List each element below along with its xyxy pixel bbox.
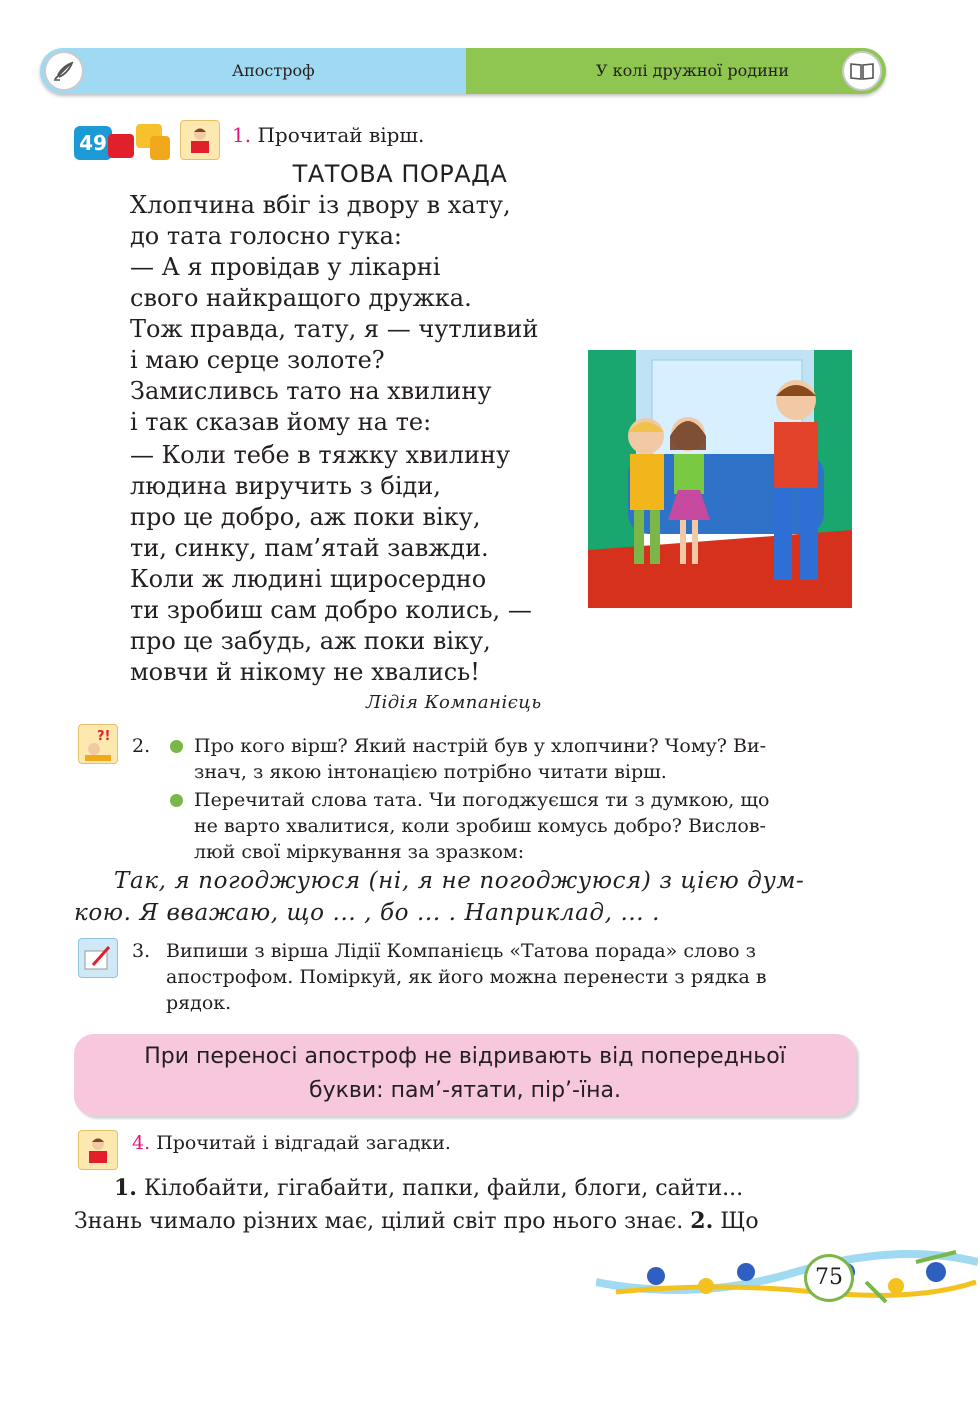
page-number: 75 (804, 1254, 854, 1302)
poem-line: про це забудь, аж поки віку, (130, 627, 491, 655)
task-number: 1. (232, 123, 252, 147)
poem-line: Хлопчина вбіг із двору в хату, (130, 191, 511, 219)
poem-line: ти зробиш сам добро колись, — (130, 596, 532, 624)
riddle-text: Що (713, 1209, 759, 1234)
poem-stanza-4 (130, 564, 532, 688)
task-text: Прочитай вірш. (257, 123, 425, 147)
poem-line: ти, синку, пам’ятай завжди. (130, 534, 489, 562)
task-2-number: 2. (132, 735, 151, 757)
svg-text:?!: ?! (97, 729, 111, 744)
writing-hand-icon (78, 938, 118, 978)
riddle-number: 1. (114, 1175, 137, 1201)
task-text-line: Про кого вірш? Який настрій був у хлопчини? Чому? Ви- (194, 735, 767, 757)
riddles-text (74, 1172, 858, 1238)
poem-stanza-1 (130, 190, 511, 314)
task-text-line: знач, з якою інтонацією потрібно читати вірш. (194, 761, 667, 783)
poem-line: і так сказав йому на те: (130, 408, 432, 436)
red-brick-icon (108, 134, 134, 158)
bullet-icon (170, 794, 183, 807)
book-icon (842, 51, 882, 91)
poem-author: Лідія Компанієць (366, 692, 542, 713)
poem-line: Коли ж людині щиросердно (130, 565, 487, 593)
task-text-line: Перечитай слова тата. Чи погоджуєшся ти з думкою, що (194, 789, 770, 811)
quill-icon (44, 51, 84, 91)
illustration-children (588, 350, 852, 608)
riddle-text: Знань чимало різних має, цілий світ про нього знає. (74, 1209, 691, 1234)
poem-line: Тож правда, тату, я — чутливий (130, 315, 539, 343)
yellow-brick-icon (150, 136, 170, 160)
question-thinking-icon (78, 724, 118, 764)
reading-child-icon (180, 120, 220, 160)
task-4 (132, 1130, 451, 1156)
poem-line: — Коли тебе в тяжку хвилину (130, 441, 511, 469)
poem-stanza-3 (130, 440, 510, 564)
task-text-line: апострофом. Поміркуй, як його можна перенести з рядка в (166, 966, 767, 988)
poem-line: мовчи й нікому не хвались! (130, 658, 480, 686)
task-3-number: 3. (132, 940, 151, 962)
bullet-icon (170, 740, 183, 753)
poem-line: про це добро, аж поки віку, (130, 503, 481, 531)
page-header (40, 48, 886, 94)
poem-line: Замисливсь тато на хвилину (130, 377, 492, 405)
flower-garland-decoration (596, 1242, 978, 1322)
task-2-bullet-1 (170, 733, 860, 785)
task-2-bullet-2 (170, 787, 860, 865)
header-title-right: У колі дружної родини (596, 61, 790, 80)
task-text-line: рядок. (166, 992, 232, 1014)
example-line: кою. Я вважаю, що ... , бо ... . Наприклад, ... . (74, 900, 661, 926)
rule-line: При переносі апостроф не відривають від попередньої (144, 1044, 786, 1069)
rule-box (74, 1034, 856, 1116)
task-text-line: Випиши з вірша Лідії Компанієць «Татова порада» слово з (166, 940, 757, 962)
poem-stanza-2 (130, 314, 538, 438)
task-number: 4. (132, 1132, 151, 1154)
example-line: Так, я погоджуюся (ні, я не погоджуюся) з цією дум- (114, 868, 805, 894)
poem-title: ТАТОВА ПОРАДА (292, 160, 508, 188)
task-text-line: люй свої міркування за зразком: (194, 841, 525, 863)
rule-line: букви: пам’-ятати, пір’-їна. (309, 1078, 621, 1103)
riddle-number: 2. (690, 1208, 714, 1234)
poem-line: і маю серце золоте? (130, 346, 385, 374)
task-3-text (166, 938, 860, 1016)
riddle-text: Кілобайти, гігабайти, папки, файли, блоги, сайти... (136, 1176, 744, 1201)
reading-child-icon (78, 1130, 118, 1170)
task-1 (232, 122, 424, 148)
poem-line: — А я провідав у лікарні (130, 253, 441, 281)
poem-line: свого найкращого дружка. (130, 284, 472, 312)
task-text-line: не варто хвалитися, коли зробиш комусь добро? Вислов- (194, 815, 766, 837)
header-title-left: Апостроф (232, 61, 315, 80)
answer-template (74, 865, 858, 929)
task-text: Прочитай і відгадай загадки. (156, 1132, 451, 1154)
poem-line: людина виручить з біди, (130, 472, 441, 500)
poem-line: до тата голосно гука: (130, 222, 402, 250)
lesson-number-badge: 49 (74, 126, 112, 160)
